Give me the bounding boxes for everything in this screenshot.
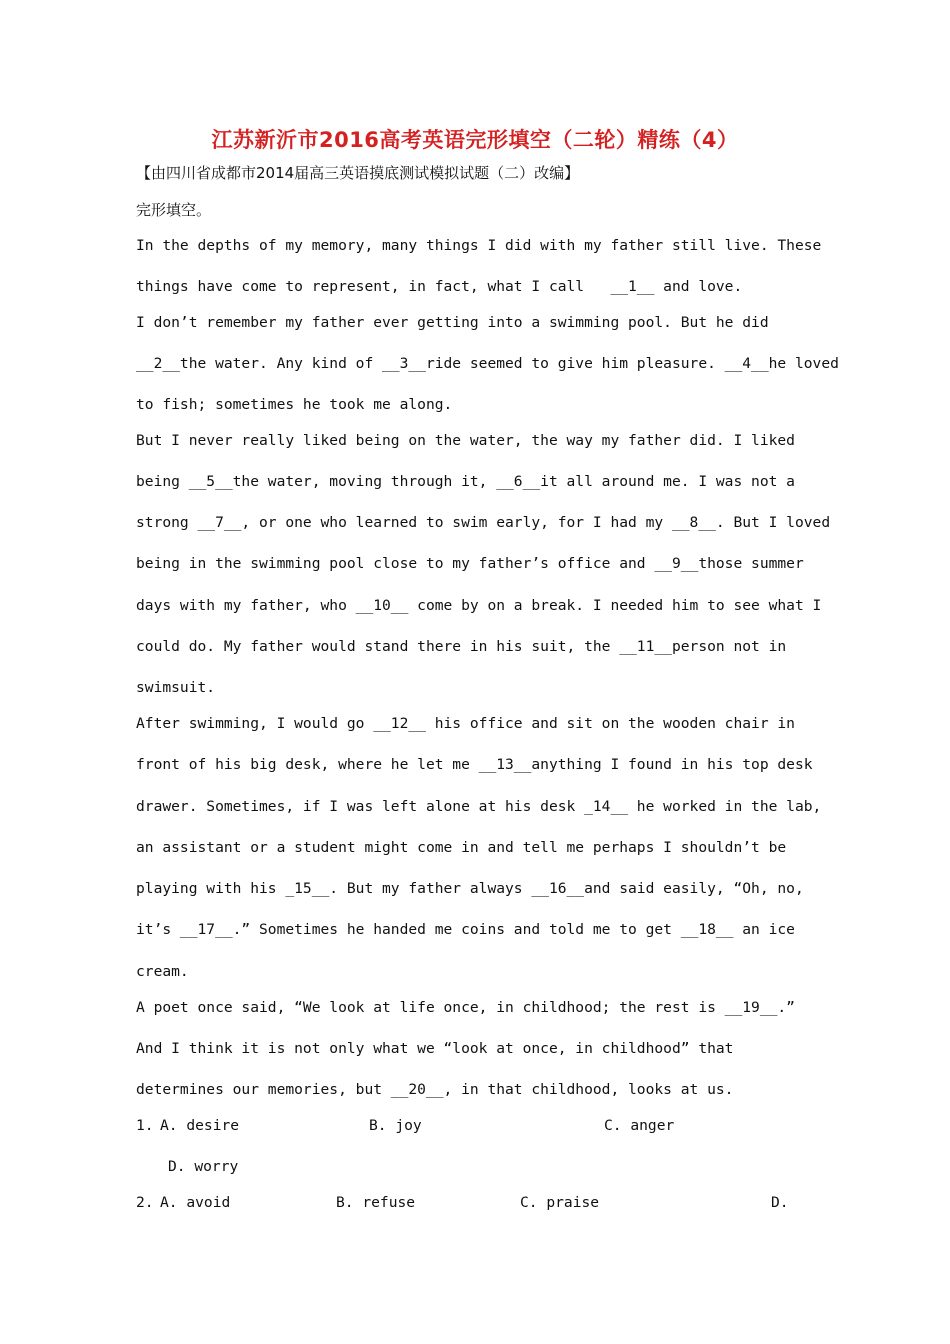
passage-line: drawer. Sometimes, if I was left alone at his desk _14__ he worked in the lab, — [136, 798, 822, 815]
passage-line: could do. My father would stand there in his suit, the __11__person not in — [136, 638, 787, 655]
passage-line: swimsuit. — [136, 679, 216, 696]
passage-line: to fish; sometimes he took me along. — [136, 396, 453, 413]
source-note: 【由四川省成都市2014届高三英语摸底测试模拟试题（二）改编】 — [136, 164, 580, 182]
question-1-option-a: A. desire — [160, 1117, 240, 1134]
page-title: 江苏新沂市2016高考英语完形填空（二轮）精练（4） — [211, 128, 739, 152]
passage-line: And I think it is not only what we “look at once, in childhood” that — [136, 1040, 734, 1057]
question-2-option-b: B. refuse — [336, 1194, 416, 1211]
passage-line: playing with his _15__. But my father always __16__and said easily, “Oh, no, — [136, 880, 804, 897]
question-2-option-d: D. — [771, 1194, 789, 1211]
passage-line: things have come to represent, in fact, what I call __1__ and love. — [136, 278, 743, 295]
passage-line: being __5__the water, moving through it, __6__it all around me. I was not a — [136, 473, 795, 490]
passage-line: being in the swimming pool close to my father’s office and __9__those summer — [136, 555, 804, 572]
instruction: 完形填空。 — [136, 201, 212, 219]
passage-line: determines our memories, but __20__, in that childhood, looks at us. — [136, 1081, 734, 1098]
question-2-number: 2. — [136, 1194, 154, 1211]
question-2-option-a: A. avoid — [160, 1194, 231, 1211]
passage-line: I don’t remember my father ever getting into a swimming pool. But he did — [136, 314, 769, 331]
passage-line: cream. — [136, 963, 189, 980]
passage-line: it’s __17__.” Sometimes he handed me coins and told me to get __18__ an ice — [136, 921, 795, 938]
question-1-option-d: D. worry — [168, 1158, 239, 1175]
passage-line: days with my father, who __10__ come by on a break. I needed him to see what I — [136, 597, 822, 614]
passage-line: A poet once said, “We look at life once, in childhood; the rest is __19__.” — [136, 999, 795, 1016]
passage-line: In the depths of my memory, many things I did with my father still live. These — [136, 237, 822, 254]
passage-line: strong __7__, or one who learned to swim early, for I had my __8__. But I loved — [136, 514, 831, 531]
passage-line: After swimming, I would go __12__ his office and sit on the wooden chair in — [136, 715, 795, 732]
passage-line: an assistant or a student might come in and tell me perhaps I shouldn’t be — [136, 839, 787, 856]
question-1-option-c: C. anger — [604, 1117, 675, 1134]
passage-line: front of his big desk, where he let me __13__anything I found in his top desk — [136, 756, 813, 773]
question-1-number: 1. — [136, 1117, 154, 1134]
passage-line: __2__the water. Any kind of __3__ride seemed to give him pleasure. __4__he loved — [136, 355, 839, 372]
passage-line: But I never really liked being on the water, the way my father did. I liked — [136, 432, 795, 449]
question-2-option-c: C. praise — [520, 1194, 600, 1211]
question-1-option-b: B. joy — [369, 1117, 422, 1134]
